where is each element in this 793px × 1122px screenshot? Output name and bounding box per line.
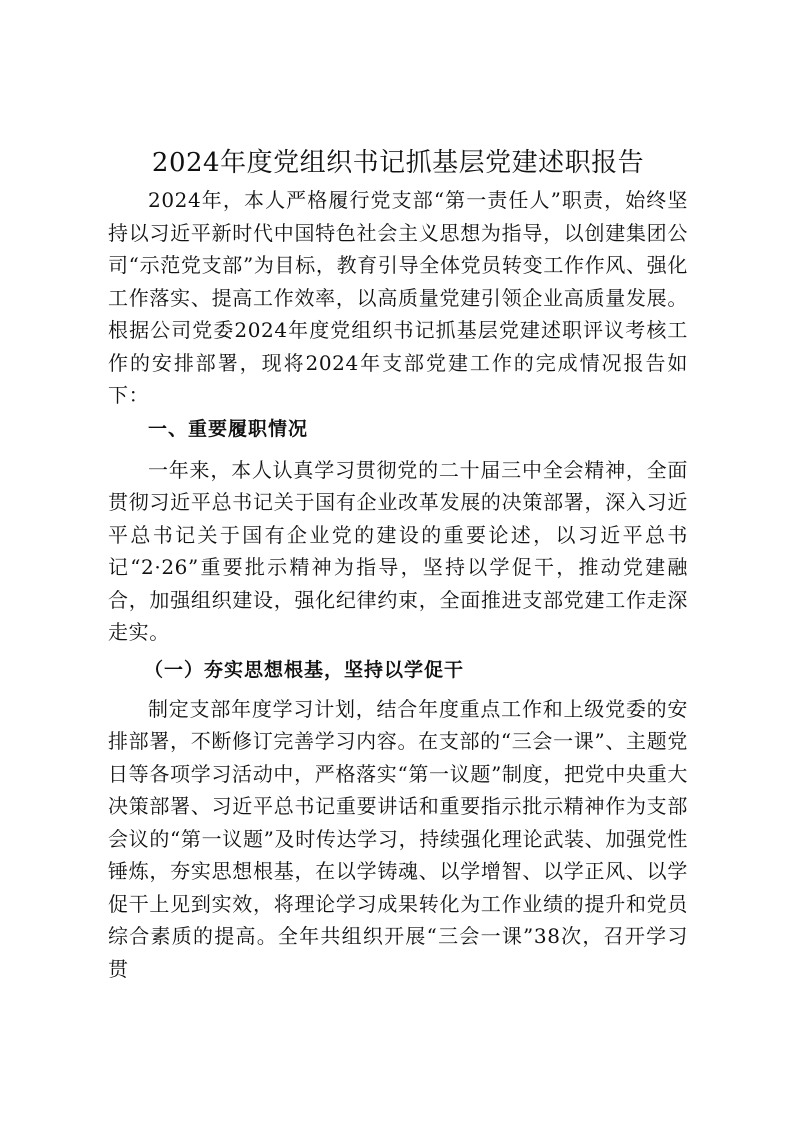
section-heading-important-duties: 一、重要履职情况	[148, 417, 309, 440]
document-title: 2024年度党组织书记抓基层党建述职报告	[151, 148, 645, 178]
subsection-paragraph: 制定支部年度学习计划，结合年度重点工作和上级党委的安排部署，不断修订完善学习内容。在支部的“三会一课”、主题党日等各项学习活动中，严格落实“第一议题”制度，把党中央重大决策部署、习近平总书记重要讲话和重要指示批示精神作为支部会议的“第一议题”及时传达学习，持续强化理论武装、加强党性锤炼，夯实思想根基，在以学铸魂、以学增智、以学正风、以学促干上见到实效，将理论学习成果转化为工作业绩的提升和党员综合素质的提高。全年共组织开展“三会一课”38次，召开学习贯	[108, 696, 688, 981]
intro-paragraph: 2024年，本人严格履行党支部“第一责任人”职责，始终坚持以习近平新时代中国特色社会主义思想为指导，以创建集团公司“示范党支部”为目标，教育引导全体党员转变工作作风、强化工作落实、提高工作效率，以高质量党建引领企业高质量发展。根据公司党委2024年度党组织书记抓基层党建述职评议考核工作的安排部署，现将2024年支部党建工作的完成情况报告如下：	[108, 188, 688, 407]
section-paragraph: 一年来，本人认真学习贯彻党的二十届三中全会精神，全面贯彻习近平总书记关于国有企业改革发展的决策部署，深入习近平总书记关于国有企业党的建设的重要论述，以习近平总书记“2·26”重要批示精神为指导，坚持以学促干，推动党建融合，加强组织建设，强化纪律约束，全面推进支部党建工作走深走实。	[108, 457, 688, 644]
document-body	[108, 142, 688, 985]
subsection-heading-ideology: （一）夯实思想根基，坚持以学促干	[144, 658, 465, 681]
spacer	[108, 446, 688, 454]
